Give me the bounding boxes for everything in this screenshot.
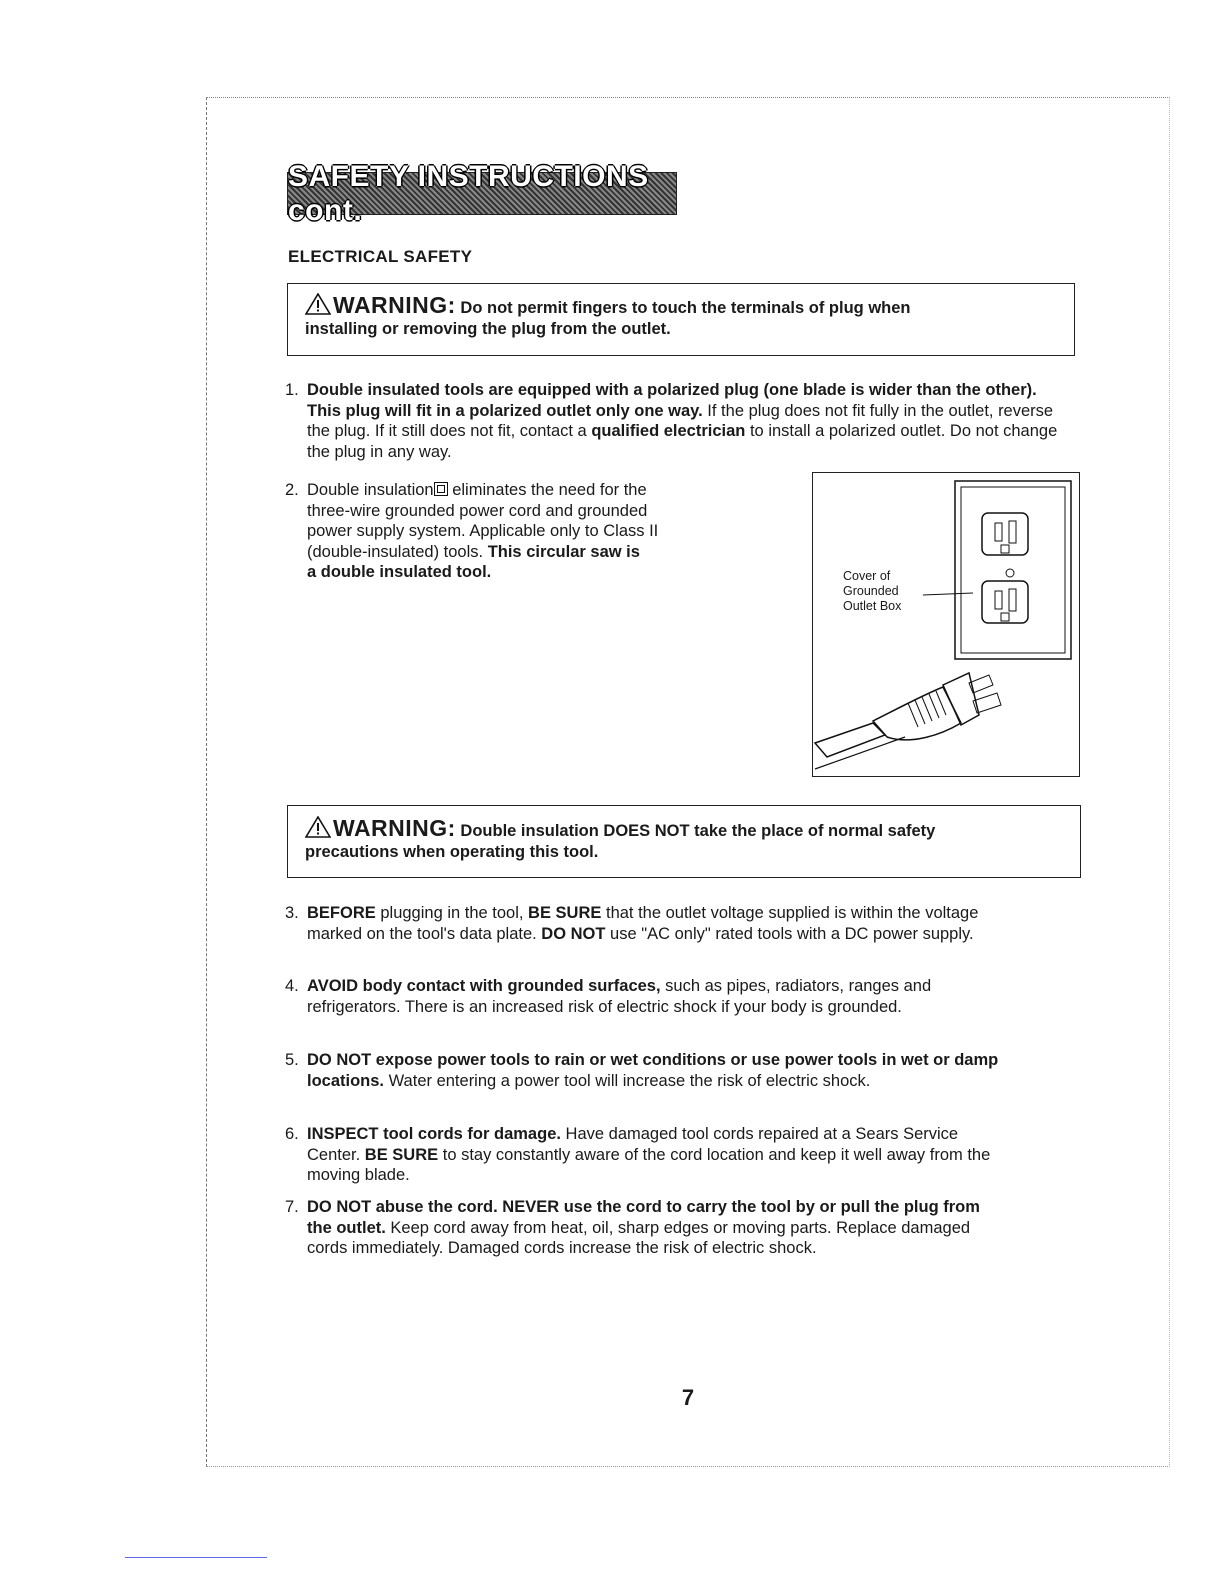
warning-text-line1: Do not permit fingers to touch the terminals of plug when <box>460 299 911 317</box>
list-item-4: 4. AVOID body contact with grounded surfaces, such as pipes, radiators, ranges and refrigerators. There is an increased risk of electric shock if your body is grounded. <box>285 977 932 1016</box>
item-bold-text: qualified electrician <box>591 422 746 440</box>
figure-label: Cover of Grounded Outlet Box <box>843 569 902 613</box>
item-text: Double insulation <box>307 481 434 499</box>
list-item-7: 7. DO NOT abuse the cord. NEVER use the cord to carry the tool by or pull the plug from the outlet. Keep cord away from heat, oil, sharp edges or moving parts. Replace damaged cords immediately. Damaged cords increase the risk of electric shock. <box>285 1198 980 1257</box>
double-insulation-symbol-icon <box>434 482 448 496</box>
list-item-6: 6. INSPECT tool cords for damage. Have damaged tool cords repaired at a Sears Service Center. BE SURE to stay constantly aware of the cord location and keep it well away from the moving blade. <box>285 1125 991 1184</box>
list-item-2 <box>285 480 745 583</box>
warning-box-2 <box>287 805 1081 878</box>
item-text: (double-insulated) tools. <box>307 542 484 561</box>
section-title: ELECTRICAL SAFETY <box>288 247 473 266</box>
list-item-3: 3. BEFORE plugging in the tool, BE SURE that the outlet voltage supplied is within the voltage marked on the tool's data plate. DO NOT use "AC only" rated tools with a DC power supply. <box>285 904 979 943</box>
item-text: to install a polarized outlet. Do not change the plug in any way. <box>307 422 1058 461</box>
outlet-plug-illustration <box>813 473 1079 776</box>
item-number: 5. <box>285 1051 299 1069</box>
list-item-1 <box>285 380 1075 462</box>
decorative-rule <box>125 1557 267 1558</box>
warning-label: WARNING: <box>333 292 456 318</box>
warning-box-1 <box>287 283 1075 356</box>
item-text: If the plug does not fit fully in the outlet, reverse the plug. If it still does not fit, contact a <box>307 401 1054 440</box>
item-text: eliminates the need for the <box>452 481 647 499</box>
banner-title: SAFETY INSTRUCTIONS cont. <box>288 159 649 227</box>
item-bold-text: This circular saw is <box>483 542 640 561</box>
page-number: 7 <box>681 1385 695 1410</box>
warning-triangle-icon <box>305 293 331 315</box>
item-number: 2. <box>285 481 299 499</box>
warning-text-line1: Double insulation DOES NOT take the place of normal safety <box>460 822 936 840</box>
warning-text-line2: precautions when operating this tool. <box>305 843 599 861</box>
item-number: 1. <box>285 381 299 399</box>
item-bold-text: a double insulated tool. <box>307 563 492 581</box>
item-number: 6. <box>285 1125 299 1143</box>
item-number: 4. <box>285 977 299 995</box>
warning-triangle-icon <box>305 816 331 838</box>
outlet-figure <box>812 472 1080 777</box>
item-number: 3. <box>285 904 299 922</box>
item-text: three-wire grounded power cord and grounded <box>307 501 648 520</box>
warning-text-line2: installing or removing the plug from the outlet. <box>305 320 671 338</box>
item-text: power supply system. Applicable only to Class II <box>307 522 659 540</box>
section-banner <box>287 159 677 227</box>
warning-label: WARNING: <box>333 815 456 841</box>
item-number: 7. <box>285 1198 299 1216</box>
list-item-5: 5. DO NOT expose power tools to rain or wet conditions or use power tools in wet or damp locations. Water entering a power tool will increase the risk of electric shock. <box>285 1051 999 1090</box>
item-bold-text: Double insulated tools are equipped with a polarized plug (one blade is wider than the other). This plug will fit in a polarized outlet only one way. <box>307 381 1037 420</box>
